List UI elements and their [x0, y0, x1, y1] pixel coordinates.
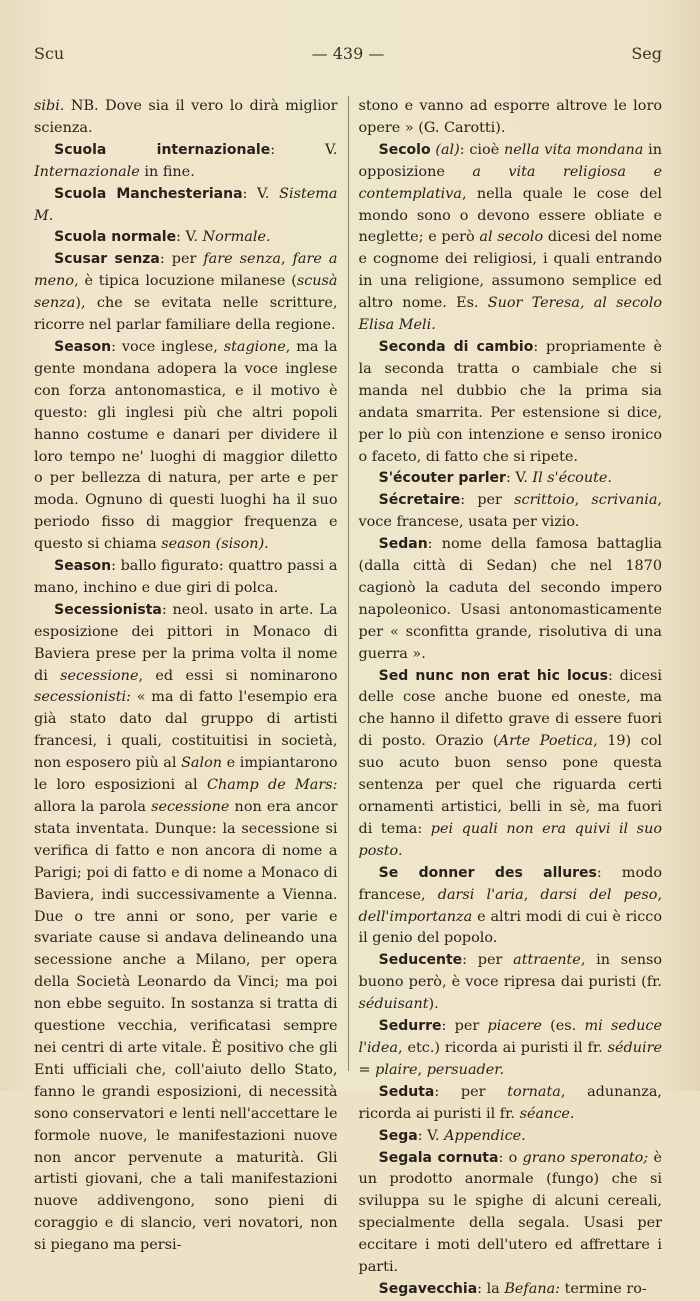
entry-headword: Scusar senza — [54, 251, 160, 268]
dictionary-entry — [359, 337, 663, 468]
italic-text: season (sison). — [161, 536, 269, 553]
italic-text: fare senza — [203, 251, 281, 268]
entry-headword: Sécretaire — [378, 492, 461, 509]
italic-text: sibi. — [34, 98, 65, 114]
dictionary-entry — [359, 1279, 663, 1301]
entry-headword: Secessionista — [54, 601, 162, 618]
entry-text: , adunanza, ricorda ai puristi il fr. — [358, 1083, 663, 1122]
italic-text: persuader. — [426, 1061, 505, 1078]
italic-text: Befana: — [504, 1280, 561, 1297]
italic-text: nella vita mondana — [503, 141, 644, 158]
italic-text: stagione — [223, 338, 286, 355]
entry-text: : neol. usato in arte. La esposizione dei pittori in Monaco di Baviera prese per la prima volta il nome di — [34, 601, 338, 684]
italic-text: Arte Poetica — [498, 733, 594, 750]
header-left-guide-word: Scu — [34, 44, 65, 63]
entry-text: , — [417, 1061, 427, 1078]
entry-text: : modo francese, — [358, 864, 662, 903]
italic-text: séduire = plaire — [358, 1039, 662, 1078]
italic-text: scrittoio — [514, 492, 575, 509]
entry-text: , ed essi si nominarono — [138, 667, 338, 684]
italic-text: piacere — [487, 1018, 542, 1035]
entry-text: non era ancor stata inventata. Dunque: la secessione si verifica di fatto e non ancora di nome a Parigi; poi di fatto e di nome a Monaco di Baviera, indi successivamente a Vienna. Due o tre anni or sono, per varie e svariate cause si andava delineando una secessione anche a Milano, per opera della Società Leonardo da Vinci; ma poi non ebbe seguito. In sostanza si tratta di questione vecchia, verificatasi sempre nei centri di arte vitale. È positivo che gli Enti ufficiali che, coll'aiuto dello Stato, fanno le grandi esposizioni, di necessità sono conservatori e lenti nell'accettare le formole nuove, le manifestazioni nuove non ancor pervenute a maturità. Gli artisti giovani, che a tali manifestazioni nuove addivengono, sono pieni di coraggio e di slancio, veri novatori, non si piegano ma persi- — [34, 799, 338, 1254]
entry-text: , nella quale le cose del mondo sono o devono essere obliate e neglette; e però — [358, 185, 662, 246]
left-column — [34, 96, 348, 1254]
entry-text: : ballo figurato: quattro passi a mano, inchino e due giri di polca. — [34, 558, 338, 596]
entry-headword: Sedan — [378, 536, 428, 553]
dictionary-entry — [359, 140, 663, 337]
continued-text — [359, 96, 663, 140]
entry-text: ), che se evitata nelle scritture, ricorre nel parlar familiare della regione. — [34, 295, 338, 334]
entry-headword: Seduta — [378, 1083, 435, 1100]
entry-text: e impiantarono le loro esposizioni al — [34, 755, 338, 794]
dictionary-entry — [34, 249, 338, 337]
dictionary-entry — [34, 337, 338, 556]
entry-text: , in senso buono però, è voce ripresa dai puristi (fr. — [358, 952, 663, 991]
entry-headword: Scuola internazionale — [54, 141, 271, 158]
italic-text: secessionisti: — [34, 689, 132, 706]
italic-text: pei quali non era quivi il suo posto. — [358, 820, 662, 859]
running-header — [34, 44, 662, 63]
entry-text: , etc.) ricorda ai puristi il fr. — [397, 1039, 608, 1056]
text-columns — [34, 96, 663, 1297]
dictionary-entry — [359, 534, 663, 665]
italic-text: secessione — [60, 667, 139, 684]
italic-text: tornata — [507, 1083, 561, 1100]
entry-headword: S'écouter parler — [378, 470, 506, 487]
entry-headword: Sega — [378, 1127, 418, 1144]
entry-text: : nome della famosa battaglia (dalla città di Sedan) che nel 1870 cagionò la caduta del secondo impero napoleonico. Usasi antonomasticamente per « sconfitta grande, risolutiva di una guerra ». — [358, 536, 662, 662]
entry-headword: Scuola normale — [54, 229, 177, 246]
dictionary-entry — [359, 1082, 663, 1126]
entry-text: : per — [460, 492, 515, 509]
entry-text: , — [523, 886, 541, 903]
entry-text: , 19) col suo acuto buon senso pone questa sentenza per quel che riguarda certi ornamenti artistici, belli in sè, ma fuori di tema: — [358, 733, 662, 837]
entry-headword: Seconda di cambio — [378, 338, 534, 355]
italic-text: darsi l'aria — [437, 886, 524, 903]
dictionary-entry — [34, 556, 338, 600]
page-number: — 439 — — [311, 44, 385, 63]
entry-text: NB. Dove sia il vero lo dirà miglior scienza. — [34, 98, 338, 136]
entry-headword: Segavecchia — [378, 1280, 478, 1297]
header-right-guide-word: Seg — [631, 44, 662, 63]
entry-text: : dicesi delle cose anche buone ed oneste, ma che hanno il difetto grave di essere fuori di posto. Orazio ( — [358, 667, 662, 750]
entry-text: : voce inglese, — [111, 338, 224, 355]
entry-headword: Segala cornuta — [378, 1149, 499, 1166]
dictionary-entry — [359, 1016, 663, 1082]
entry-text: : V. — [505, 470, 533, 487]
italic-text: mi seduce l'idea — [358, 1018, 663, 1056]
italic-text: Il s'écoute. — [532, 470, 612, 487]
entry-text: : per — [159, 251, 204, 268]
dictionary-entry — [359, 468, 663, 490]
dictionary-entry — [34, 227, 338, 249]
entry-headword: Sed nunc non erat hic locus — [378, 667, 608, 684]
dictionary-entry — [359, 1148, 663, 1279]
entry-headword: Se donner des allures — [378, 864, 597, 881]
entry-text: : propriamente è la seconda tratta o cambiale che si manda nel dubbio che la prima sia andata smarrita. Per estensione si dice, per lo più con intenzione e senso ironico o faceto, di fatto che si ripete. — [358, 338, 662, 465]
dictionary-entry — [34, 184, 338, 228]
italic-text: scusà senza — [34, 273, 338, 312]
italic-text: séance. — [519, 1105, 575, 1122]
entry-headword: Season — [54, 338, 112, 355]
entry-text: : cioè — [459, 141, 504, 158]
entry-text: « ma di fatto l'esempio era già stato dato dal gruppo di artisti francesi, i quali, costituitisi in società, non esposero più al — [34, 689, 338, 772]
entry-text: : V. — [176, 229, 203, 246]
entry-text: , ma la gente mondana adopera la voce inglese con forza antonomastica, e il motivo è questo: gli inglesi più che altri popoli hanno costume e danari per dividere il loro tempo ne' luoghi di maggior diletto o per bellezza di natura, per arte e per moda. Ognuno di questi luoghi ha il suo periodo fisso di maggior frequenza e questo si chiama — [34, 338, 338, 553]
entry-text: in fine. — [139, 163, 195, 180]
entry-headword: Sedurre — [378, 1018, 442, 1035]
italic-text: fare a meno — [34, 251, 338, 290]
entry-text: : V. — [417, 1127, 445, 1144]
italic-text: Appendice. — [444, 1127, 526, 1144]
italic-text: a vita religiosa e contemplativa — [358, 163, 662, 202]
entry-text: : per — [434, 1083, 508, 1100]
dictionary-entry — [359, 950, 663, 1016]
entry-text: allora la parola — [34, 799, 152, 815]
italic-text: grano speronato; — [522, 1149, 649, 1166]
continued-text — [34, 96, 338, 140]
italic-text: scrivania — [591, 492, 658, 509]
entry-text: , — [574, 492, 592, 509]
dictionary-entry — [34, 140, 338, 184]
italic-text: darsi del peso — [540, 886, 658, 903]
entry-headword: Seducente — [378, 952, 463, 969]
entry-text: stono e vanno ad esporre altrove le loro opere » (G. Carotti). — [358, 98, 662, 136]
italic-text: attraente — [513, 952, 581, 969]
italic-text: dell'importanza — [358, 908, 473, 925]
entry-text: : per — [462, 952, 514, 969]
entry-text: dicesi del nome e cognome dei religiosi, i quali entrando in una religione, assumono semplice ed altro nome. Es. — [358, 229, 663, 312]
entry-text: , — [657, 886, 663, 903]
entry-headword: Scuola Manchesteriana — [54, 185, 243, 202]
italic-text: séduisant — [358, 996, 429, 1013]
italic-text: Champ de Mars: — [206, 777, 338, 794]
italic-text: (al) — [435, 141, 460, 158]
entry-text: , è tipica locuzione milanese ( — [74, 273, 297, 290]
entry-text: : per — [441, 1018, 488, 1035]
entry-headword: Secolo — [378, 141, 431, 158]
entry-text: , voce francese, usata per vizio. — [358, 492, 662, 531]
entry-text: termine ro- — [560, 1280, 647, 1297]
dictionary-entry — [359, 666, 663, 863]
italic-text: Suor Teresa, al secolo Elisa Meli. — [358, 295, 662, 334]
dictionary-entry — [359, 863, 663, 951]
entry-text: : V. — [242, 185, 280, 202]
entry-text: e altri modi di cui è ricco il genio del popolo. — [358, 908, 662, 947]
entry-text: : V. — [270, 141, 338, 158]
entry-text: : o — [498, 1149, 523, 1166]
entry-text: in opposizione — [358, 141, 663, 180]
italic-text: Sistema M. — [34, 185, 338, 224]
italic-text: al secolo — [479, 229, 544, 246]
dictionary-entry — [34, 600, 338, 1257]
entry-text: : la — [477, 1280, 505, 1297]
entry-text: è un prodotto anormale (fungo) che si sviluppa su le spighe di alcuni cereali, specialmente della segala. Usasi per eccitare i moti dell'utero ed affrettare i parti. — [358, 1149, 663, 1276]
right-column — [348, 96, 663, 1297]
entry-text: ). — [428, 996, 439, 1013]
italic-text: Salon — [181, 755, 223, 772]
italic-text: Internazionale — [34, 163, 140, 180]
dictionary-entry — [359, 490, 663, 534]
entry-text: (es. — [541, 1018, 585, 1035]
italic-text: secessione — [151, 799, 230, 815]
dictionary-entry — [359, 1126, 663, 1148]
entry-text: , — [281, 251, 293, 268]
entry-headword: Season — [54, 558, 112, 575]
italic-text: Normale. — [202, 229, 271, 246]
